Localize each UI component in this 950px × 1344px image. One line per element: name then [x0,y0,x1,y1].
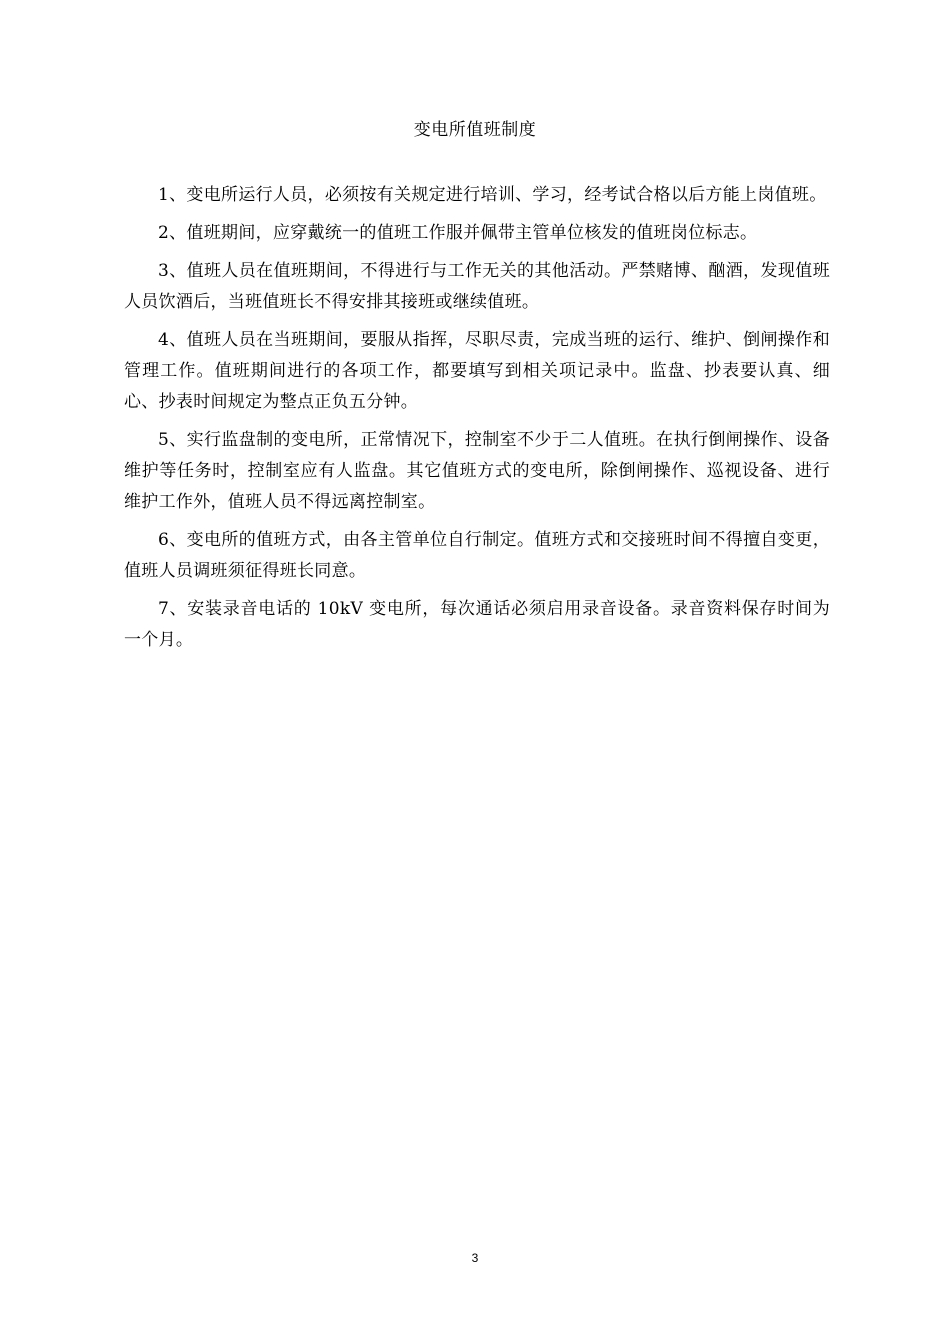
document-body [124,180,830,663]
paragraph-2: 2、值班期间，应穿戴统一的值班工作服并佩带主管单位核发的值班岗位标志。 [158,223,758,243]
paragraph-5: 5、实行监盘制的变电所，正常情况下，控制室不少于二人值班。在执行倒闸操作、设备维护等任务时，控制室应有人监盘。其它值班方式的变电所，除倒闸操作、巡视设备、进行维护工作外，值班人员不得远离控制室。 [124,430,830,512]
paragraph-4: 4、值班人员在当班期间，要服从指挥，尽职尽责，完成当班的运行、维护、倒闸操作和管理工作。值班期间进行的各项工作，都要填写到相关项记录中。监盘、抄表要认真、细心、抄表时间规定为整点正负五分钟。 [124,330,830,412]
paragraph-6: 6、变电所的值班方式，由各主管单位自行制定。值班方式和交接班时间不得擅自变更，值班人员调班须征得班长同意。 [124,530,830,581]
paragraph-7: 7、安装录音电话的 10kV 变电所，每次通话必须启用录音设备。录音资料保存时间为一个月。 [124,599,830,650]
paragraph-3: 3、值班人员在值班期间，不得进行与工作无关的其他活动。严禁赌博、酗酒，发现值班人员饮酒后，当班值班长不得安排其接班或继续值班。 [124,261,830,312]
page-number: 3 [471,1251,479,1265]
paragraph-1: 1、变电所运行人员，必须按有关规定进行培训、学习，经考试合格以后方能上岗值班。 [158,185,827,205]
document-title: 变电所值班制度 [413,120,537,140]
